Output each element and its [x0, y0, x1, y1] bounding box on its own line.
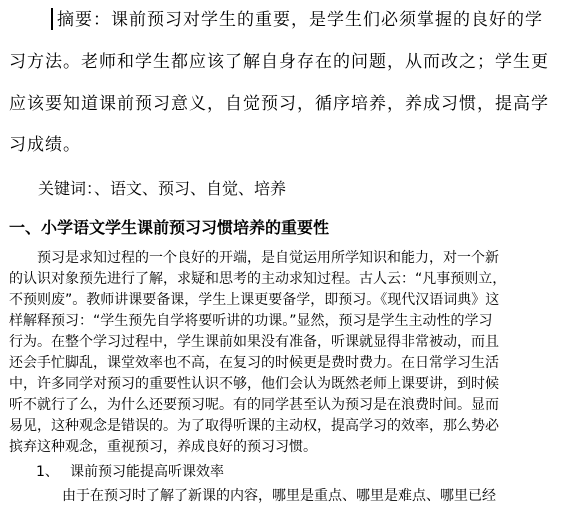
paragraph-line: 预习是求知过程的一个良好的开端，是自觉运用所学知识和能力，对一个新	[9, 250, 499, 266]
list-item-text: 课前预习能提高听课效率	[70, 464, 224, 480]
paragraph-line: 由于在预习时了解了新课的内容，哪里是重点、哪里是难点、哪里已经	[62, 488, 496, 504]
paragraph-line: 中，许多同学对预习的重要性认识不够，他们会认为既然老师上课要讲，到时候	[9, 376, 499, 392]
abstract-line: 应该要知道课前预习意义，自觉预习，循序培养，养成习惯，提高学	[9, 94, 549, 114]
abstract-line: 摘要：课前预习对学生的重要，是学生们必须掌握的良好的学	[57, 10, 543, 30]
paragraph-line: 样解释预习：“学生预先自学将要听讲的功课。”显然，预习是学生主动性的学习	[9, 313, 493, 329]
keywords: 关键词：、语文、预习、自觉、培养	[38, 179, 287, 198]
paragraph-line: 摈弃这种观念，重视预习，养成良好的预习习惯。	[9, 439, 317, 455]
paragraph-line: 易见，这种观念是错误的。为了取得听课的主动权，提高学习的效率，那么势必	[9, 418, 499, 434]
list-item-number: 1、	[36, 464, 59, 480]
abstract-line: 习方法。老师和学生都应该了解自身存在的问题，从而改之；学生更	[9, 52, 549, 72]
text-cursor	[51, 8, 53, 30]
paragraph-line: 的认识对象预先进行了解，求疑和思考的主动求知过程。古人云：“凡事预则立，	[9, 271, 507, 287]
abstract-line: 习成绩。	[9, 135, 81, 155]
paragraph-line: 不预则废”。教师讲课要备课，学生上课更要备学，即预习。《现代汉语词典》这	[9, 292, 500, 308]
paragraph-line: 行为。在整个学习过程中，学生课前如果没有准备，听课就显得非常被动，而且	[9, 334, 499, 350]
paragraph-line: 还会手忙脚乱，课堂效率也不高，在复习的时候更是费时费力。在日常学习生活	[9, 355, 499, 371]
paragraph-line: 听不就行了么，为什么还要预习呢。有的同学甚至认为预习是在浪费时间。显而	[9, 397, 499, 413]
section-heading: 一、小学语文学生课前预习习惯培养的重要性	[9, 218, 330, 237]
